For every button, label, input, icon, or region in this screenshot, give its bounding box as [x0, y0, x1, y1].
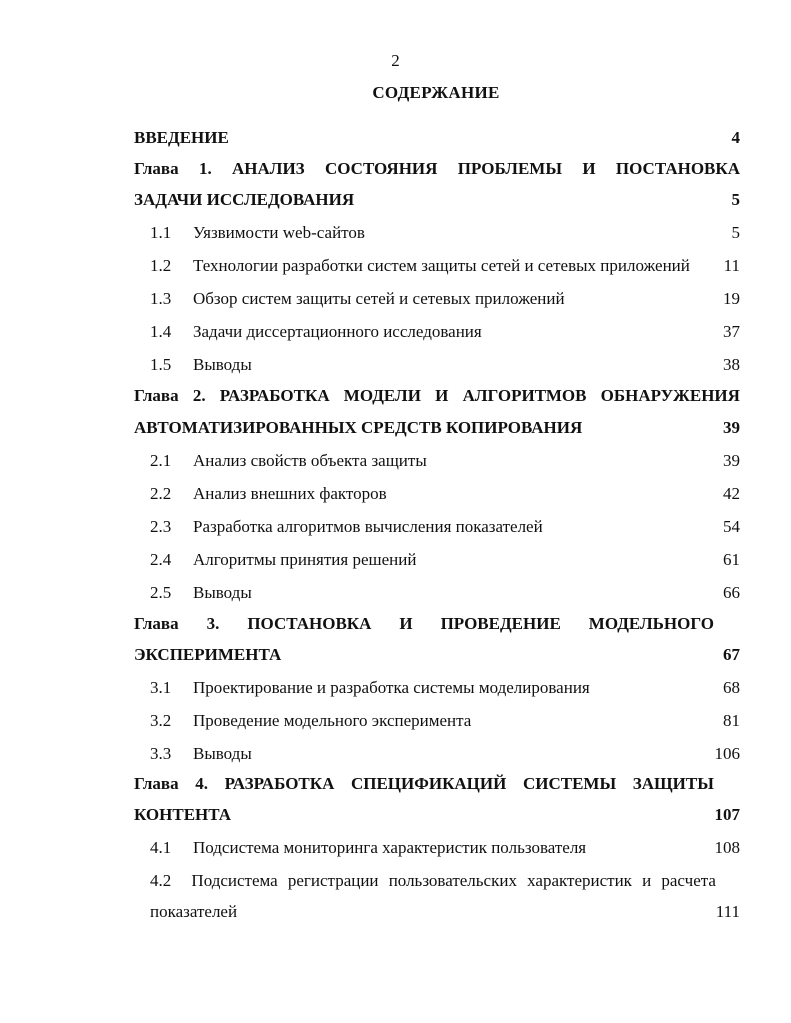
- toc-page-number: 5: [731, 223, 740, 242]
- section-1-3[interactable]: [150, 287, 740, 311]
- heading-word: ПРОВЕДЕНИЕ: [440, 614, 561, 633]
- heading-word: И: [582, 159, 596, 178]
- section-4-1[interactable]: [150, 836, 740, 860]
- section-1-5[interactable]: [150, 353, 740, 377]
- section-2-1[interactable]: [150, 449, 740, 473]
- toc-page-number: 5: [731, 190, 740, 209]
- heading-word: И: [435, 386, 449, 405]
- section-3-2[interactable]: [150, 709, 740, 733]
- section-number: 1.3: [150, 289, 172, 308]
- heading-word: РАЗРАБОТКА: [224, 774, 335, 793]
- section-number: 2.4: [150, 550, 172, 569]
- toc-entry-label: Алгоритмы принятия решений: [193, 550, 417, 569]
- heading-word: МОДЕЛИ: [343, 386, 421, 405]
- toc-page-number: 106: [714, 744, 740, 763]
- toc-page-number: 11: [723, 256, 740, 275]
- heading-word: МОДЕЛЬНОГО: [588, 614, 714, 633]
- toc-entry-label: Уязвимости web-сайтов: [193, 223, 365, 242]
- toc-entry-label: Обзор систем защиты сетей и сетевых приложений: [193, 289, 565, 308]
- heading-word: ЗАЩИТЫ: [632, 774, 714, 793]
- section-1-4[interactable]: [150, 320, 740, 344]
- toc-page-number: 39: [723, 418, 740, 437]
- page-number: 2: [391, 51, 400, 70]
- toc-entry-label: ВВЕДЕНИЕ: [134, 128, 229, 147]
- section-1-2[interactable]: [150, 254, 740, 278]
- toc-page-number: 68: [723, 678, 740, 697]
- heading-word: пользовательских: [388, 871, 517, 890]
- toc-page-number: 107: [714, 805, 740, 824]
- toc-page-number: 37: [723, 322, 740, 341]
- section-2-4[interactable]: [150, 548, 740, 572]
- toc-entry-label: ЗАДАЧИ ИССЛЕДОВАНИЯ: [134, 190, 355, 209]
- chapter-2-heading[interactable]: [134, 384, 740, 408]
- section-4-2-line2[interactable]: [150, 900, 740, 924]
- toc-entry-label: Технологии разработки систем защиты сетей и сетевых приложений: [193, 256, 690, 275]
- toc-page-number: 38: [723, 355, 740, 374]
- heading-word: ПОСТАНОВКА: [247, 614, 372, 633]
- heading-word: и: [642, 871, 652, 890]
- toc-entry-label: Проведение модельного эксперимента: [193, 711, 472, 730]
- section-2-2[interactable]: [150, 482, 740, 506]
- toc-page-number: 4: [731, 128, 740, 147]
- heading-word: расчета: [661, 871, 716, 890]
- toc-page-number: 111: [715, 902, 740, 921]
- section-number: 3.1: [150, 678, 172, 697]
- heading-word: АЛГОРИТМОВ: [462, 386, 587, 405]
- section-number: 2.3: [150, 517, 172, 536]
- heading-word: 4.: [195, 774, 208, 793]
- heading-word: СИСТЕМЫ: [522, 774, 617, 793]
- toc-entry-label: АВТОМАТИЗИРОВАННЫХ СРЕДСТВ КОПИРОВАНИЯ: [134, 418, 583, 437]
- heading-word: Подсистема: [191, 871, 278, 890]
- toc-page-number: 81: [723, 711, 740, 730]
- section-number: 1.2: [150, 256, 172, 275]
- section-number: 2.2: [150, 484, 172, 503]
- chapter-3-heading[interactable]: [134, 612, 714, 636]
- toc-entry-label: Выводы: [193, 744, 252, 763]
- toc-page-number: 61: [723, 550, 740, 569]
- toc-entry-label: Проектирование и разработка системы моделирования: [193, 678, 590, 697]
- chapter-3-entry[interactable]: [134, 643, 740, 667]
- heading-word: ОБНАРУЖЕНИЯ: [600, 386, 740, 405]
- toc-entry-label: Подсистема мониторинга характеристик пользователя: [193, 838, 587, 857]
- heading-word: Глава: [134, 386, 179, 405]
- heading-word: 1.: [198, 159, 212, 178]
- section-2-5[interactable]: [150, 581, 740, 605]
- toc-entry-label: КОНТЕНТА: [134, 805, 232, 824]
- toc-title: СОДЕРЖАНИЕ: [372, 83, 500, 102]
- section-number: 1.5: [150, 355, 172, 374]
- section-number: 3.3: [150, 744, 172, 763]
- toc-page-number: 39: [723, 451, 740, 470]
- toc-intro[interactable]: [134, 126, 740, 150]
- toc-page-number: 108: [714, 838, 740, 857]
- heading-word: И: [399, 614, 413, 633]
- heading-word: характеристик: [527, 871, 632, 890]
- section-3-1[interactable]: [150, 676, 740, 700]
- toc-page-number: 19: [723, 289, 740, 308]
- toc-entry-label: Разработка алгоритмов вычисления показателей: [193, 517, 543, 536]
- toc-page-number: 67: [723, 645, 740, 664]
- heading-word: ПРОБЛЕМЫ: [457, 159, 563, 178]
- chapter-1-heading[interactable]: [134, 157, 740, 181]
- section-3-3[interactable]: [150, 742, 740, 766]
- section-number: 1.4: [150, 322, 172, 341]
- section-number: 2.1: [150, 451, 172, 470]
- section-number: 4.2: [150, 871, 172, 890]
- heading-word: РАЗРАБОТКА: [219, 386, 330, 405]
- toc-entry-label: Задачи диссертационного исследования: [193, 322, 482, 341]
- toc-entry-label: показателей: [150, 902, 238, 921]
- toc-entry-label: ЭКСПЕРИМЕНТА: [134, 645, 282, 664]
- toc-page-number: 54: [723, 517, 740, 536]
- heading-word: Глава: [134, 774, 179, 793]
- heading-word: СПЕЦИФИКАЦИЙ: [350, 774, 507, 793]
- chapter-1-entry[interactable]: [134, 188, 740, 212]
- section-number: 3.2: [150, 711, 172, 730]
- chapter-4-heading[interactable]: [134, 772, 714, 796]
- section-number: 2.5: [150, 583, 172, 602]
- toc-page-number: 42: [723, 484, 740, 503]
- section-number: 4.1: [150, 838, 172, 857]
- section-number: 1.1: [150, 223, 172, 242]
- chapter-2-entry[interactable]: [134, 416, 740, 440]
- heading-word: Глава: [134, 614, 179, 633]
- heading-word: 2.: [192, 386, 206, 405]
- toc-entry-label: Анализ внешних факторов: [193, 484, 387, 503]
- toc-entry-label: Анализ свойств объекта защиты: [193, 451, 427, 470]
- toc-entry-label: Выводы: [193, 355, 252, 374]
- section-1-1[interactable]: [150, 221, 740, 245]
- heading-word: СОСТОЯНИЯ: [324, 159, 438, 178]
- chapter-4-entry[interactable]: [134, 803, 740, 827]
- heading-word: 3.: [206, 614, 220, 633]
- heading-word: ПОСТАНОВКА: [615, 159, 740, 178]
- toc-page-number: 66: [723, 583, 740, 602]
- heading-word: регистрации: [287, 871, 379, 890]
- section-2-3[interactable]: [150, 515, 740, 539]
- toc-entry-label: Выводы: [193, 583, 252, 602]
- heading-word: Глава: [134, 159, 179, 178]
- section-4-2-line1[interactable]: [150, 869, 716, 893]
- heading-word: АНАЛИЗ: [232, 159, 305, 178]
